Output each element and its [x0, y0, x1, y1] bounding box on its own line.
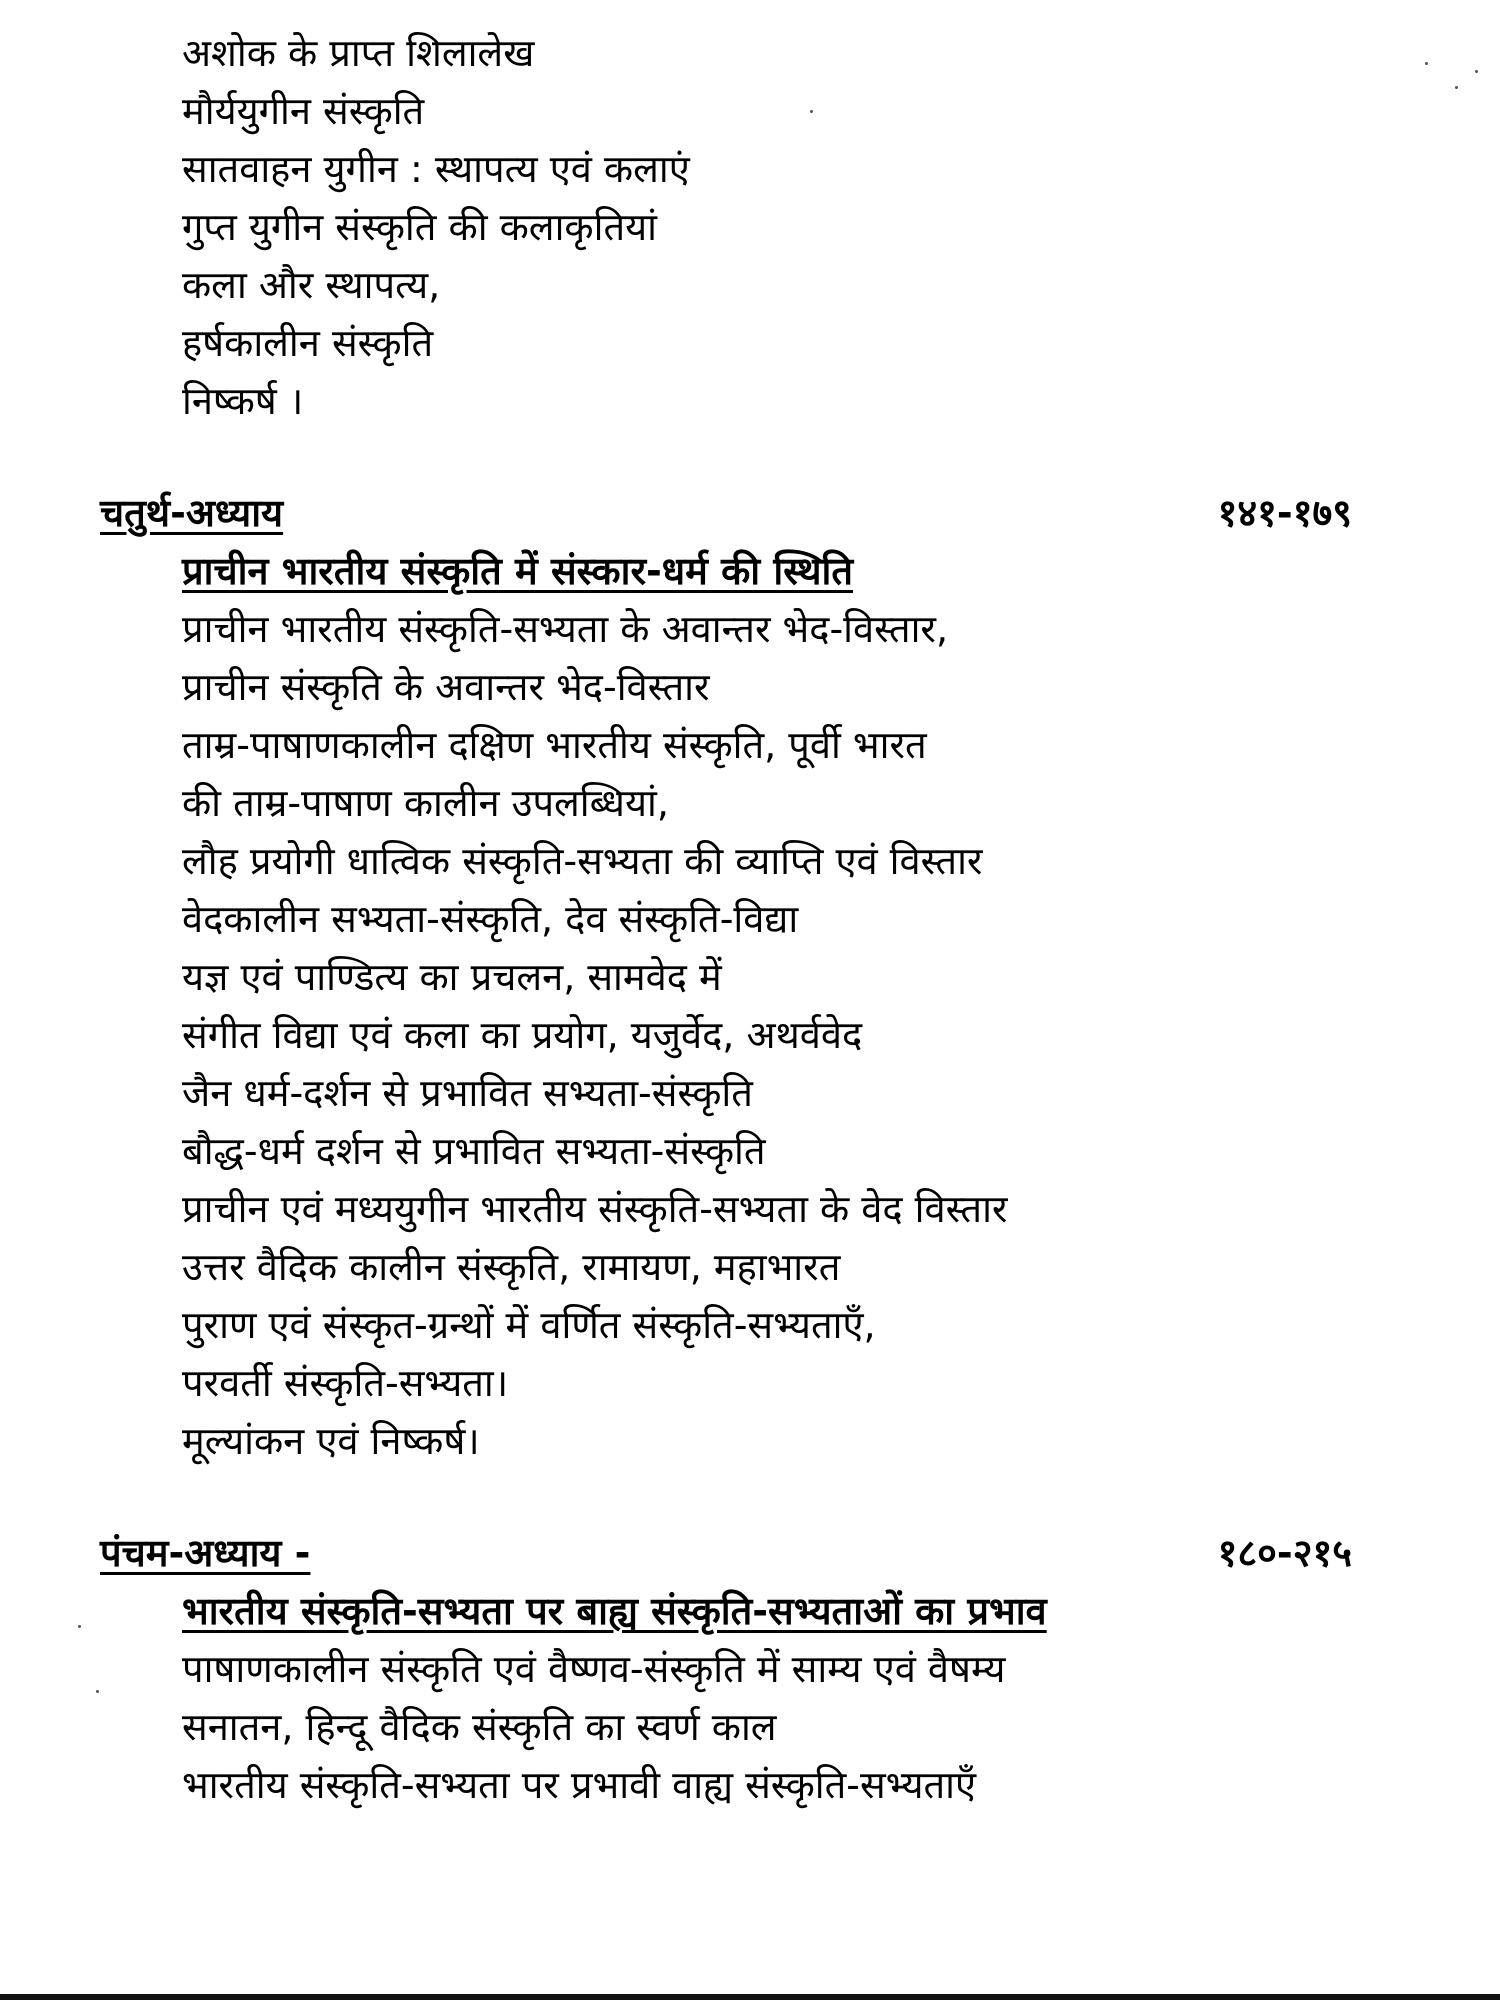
chapter-4-subtitle: प्राचीन भारतीय संस्कृति में संस्कार-धर्म की स्थिति [182, 549, 854, 593]
chapter-4-line-6: वेदकालीन सभ्यता-संस्कृति, देव संस्कृति-विद्या [182, 897, 799, 941]
scan-speck [810, 110, 813, 113]
chapter-4-line-7: यज्ञ एवं पाण्डित्य का प्रचलन, सामवेद में [182, 955, 722, 999]
top-line-6: हर्षकालीन संस्कृति [182, 321, 434, 365]
chapter-4-line-8: संगीत विद्या एवं कला का प्रयोग, यजुर्वेद, अथर्ववेद [182, 1013, 863, 1057]
chapter-5-subtitle: भारतीय संस्कृति-सभ्यता पर बाह्य संस्कृति-सभ्यताओं का प्रभाव [182, 1589, 1047, 1633]
chapter-5-line-3: भारतीय संस्कृति-सभ्यता पर प्रभावी वाह्य संस्कृति-सभ्यताएँ [182, 1763, 977, 1807]
chapter-5-line-1: पाषाणकालीन संस्कृति एवं वैष्णव-संस्कृति में साम्य एवं वैषम्य [182, 1647, 1006, 1691]
scan-speck [1475, 70, 1478, 73]
chapter-5-title: पंचम-अध्याय - [100, 1531, 311, 1575]
chapter-4-line-11: प्राचीन एवं मध्ययुगीन भारतीय संस्कृति-सभ्यता के वेद विस्तार [182, 1187, 1008, 1231]
chapter-4-line-3: ताम्र-पाषाणकालीन दक्षिण भारतीय संस्कृति, पूर्वी भारत [182, 723, 927, 767]
top-line-7: निष्कर्ष । [182, 379, 304, 423]
chapter-5-line-2: सनातन, हिन्दू वैदिक संस्कृति का स्वर्ण काल [182, 1705, 777, 1749]
scan-speck [78, 1625, 81, 1628]
top-line-1: अशोक के प्राप्त शिलालेख [182, 31, 535, 75]
chapter-4-pages: १४१-१७९ [1217, 491, 1352, 535]
chapter-4-line-2: प्राचीन संस्कृति के अवान्तर भेद-विस्तार [182, 665, 710, 709]
top-line-5: कला और स्थापत्य, [182, 263, 441, 307]
chapter-4-line-1: प्राचीन भारतीय संस्कृति-सभ्यता के अवान्तर भेद-विस्तार, [182, 607, 949, 651]
chapter-4-line-4: की ताम्र-पाषाण कालीन उपलब्धियां, [182, 781, 669, 825]
chapter-4-line-10: बौद्ध-धर्म दर्शन से प्रभावित सभ्यता-संस्कृति [182, 1129, 766, 1173]
top-line-3: सातवाहन युगीन : स्थापत्य एवं कलाएं [182, 147, 690, 191]
chapter-4-line-14: परवर्ती संस्कृति-सभ्यता। [182, 1361, 509, 1405]
chapter-4-line-15: मूल्यांकन एवं निष्कर्ष। [182, 1419, 480, 1463]
chapter-5-pages: १८०-२१५ [1217, 1531, 1352, 1575]
scan-speck [1455, 86, 1458, 89]
scan-speck [96, 1690, 99, 1693]
top-line-2: मौर्ययुगीन संस्कृति [182, 89, 425, 133]
top-line-4: गुप्त युगीन संस्कृति की कलाकृतियां [182, 205, 657, 249]
chapter-4-line-12: उत्तर वैदिक कालीन संस्कृति, रामायण, महाभारत [182, 1245, 841, 1289]
scan-bottom-edge [0, 1994, 1500, 2000]
scan-speck [1425, 62, 1428, 65]
chapter-4-line-13: पुराण एवं संस्कृत-ग्रन्थों में वर्णित संस्कृति-सभ्यताएँ, [182, 1303, 876, 1347]
chapter-4-line-9: जैन धर्म-दर्शन से प्रभावित सभ्यता-संस्कृति [182, 1071, 753, 1115]
chapter-4-title: चतुर्थ-अध्याय [100, 491, 284, 535]
chapter-4-line-5: लौह प्रयोगी धात्विक संस्कृति-सभ्यता की व्याप्ति एवं विस्तार [182, 839, 983, 883]
